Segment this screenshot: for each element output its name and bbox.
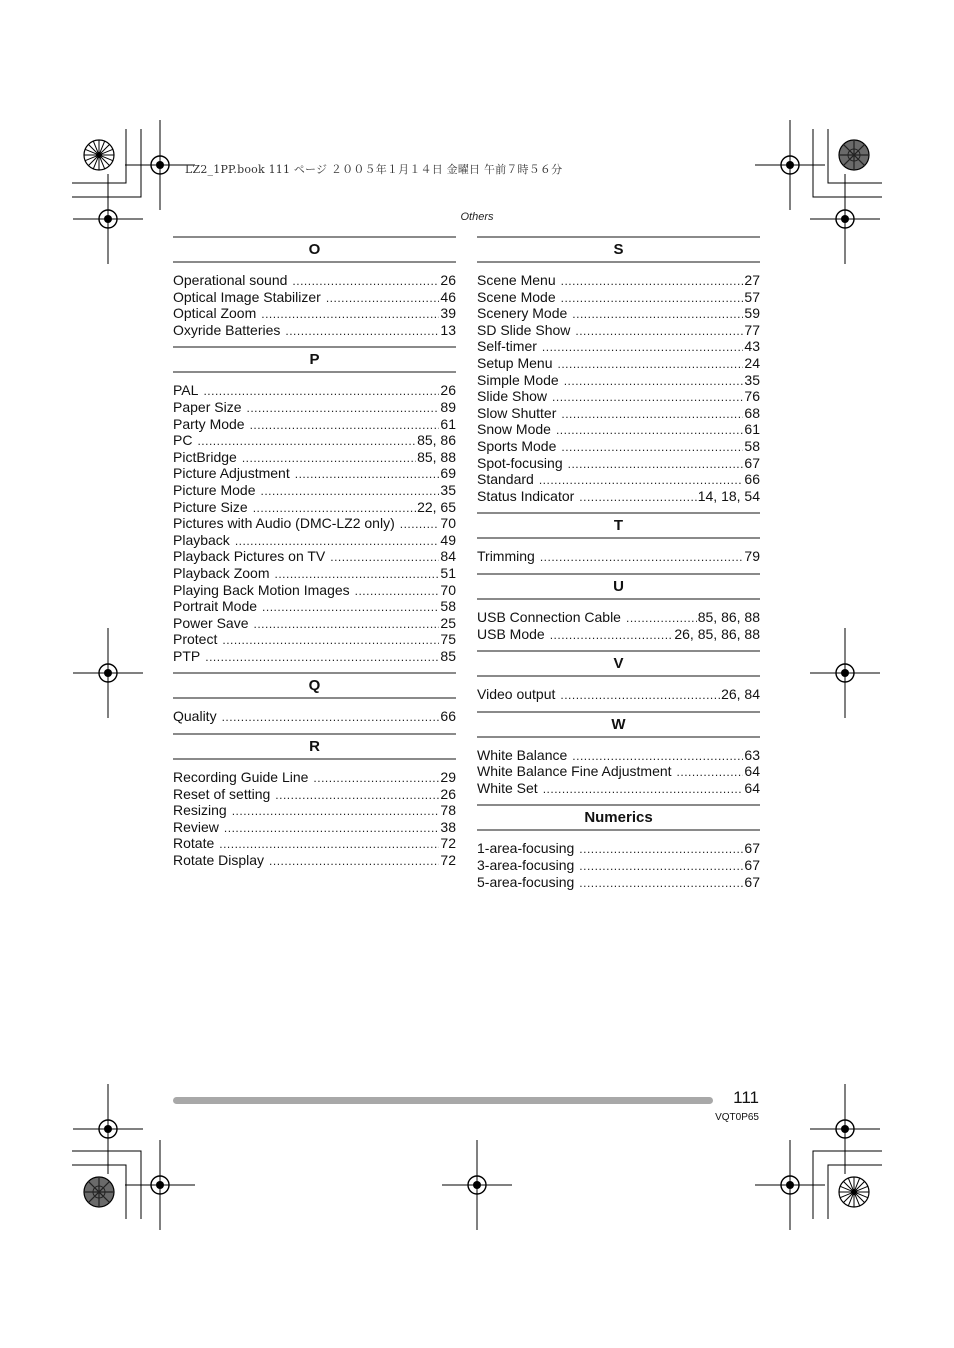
index-term: USB Mode — [477, 625, 545, 642]
index-term: Slow Shutter — [477, 404, 557, 421]
index-page-ref: 51 — [440, 564, 456, 581]
index-page-ref: 64 — [744, 779, 760, 796]
index-page-ref: 25 — [440, 614, 456, 631]
index-page-ref: 26, 85, 86, 88 — [674, 625, 760, 642]
index-entry — [173, 305, 456, 322]
index-term: SD Slide Show — [477, 321, 571, 338]
index-entry — [477, 322, 760, 339]
index-page-ref: 78 — [440, 802, 456, 819]
index-page-ref: 26 — [440, 272, 456, 288]
doc-code: VQT0P65 — [715, 1112, 759, 1123]
dot-leader — [222, 709, 440, 726]
dot-leader — [561, 290, 744, 307]
index-term: Paper Size — [173, 398, 242, 415]
index-term: Rotate Display — [173, 852, 265, 869]
dot-leader — [326, 290, 440, 307]
index-term: Status Indicator — [477, 487, 575, 504]
dot-leader — [292, 273, 439, 290]
index-entry — [477, 686, 760, 703]
index-page-ref: 67 — [744, 857, 760, 874]
dot-leader — [561, 439, 743, 456]
dot-leader — [260, 483, 439, 500]
index-page-ref: 84 — [440, 548, 456, 565]
index-page-ref: 72 — [440, 852, 456, 869]
index-group — [477, 711, 760, 797]
index-entry — [477, 372, 760, 389]
dot-leader — [253, 500, 416, 517]
dot-leader — [575, 323, 743, 340]
dot-leader — [579, 875, 743, 892]
index-term: Scene Menu — [477, 272, 556, 288]
index-entry — [173, 835, 456, 852]
dot-leader — [246, 400, 439, 417]
index-term: Rotate — [173, 835, 215, 852]
index-entry — [173, 786, 456, 803]
index-entry — [477, 626, 760, 643]
index-page-ref: 58 — [744, 437, 760, 454]
index-page-ref: 70 — [440, 515, 456, 532]
index-term: PTP — [173, 647, 201, 664]
index-page-ref: 26, 84 — [721, 686, 760, 703]
index-term: Protect — [173, 631, 218, 648]
index-term: 3-area-focusing — [477, 857, 575, 874]
dot-leader — [203, 383, 439, 400]
index-page-ref: 69 — [440, 465, 456, 482]
dot-leader — [242, 450, 416, 467]
index-term: Scene Mode — [477, 288, 556, 305]
dot-leader — [550, 627, 674, 644]
index-group — [477, 650, 760, 703]
index-term: Picture Adjustment — [173, 465, 290, 482]
index-page-ref: 85, 86, 88 — [697, 608, 760, 625]
dot-leader — [253, 616, 439, 633]
dot-leader — [313, 770, 439, 787]
index-page-ref: 63 — [744, 746, 760, 763]
index-page-ref: 26 — [440, 382, 456, 399]
index-page-ref: 85, 86 — [417, 432, 456, 449]
dot-leader — [579, 841, 743, 858]
index-entry — [173, 548, 456, 565]
index-entry — [477, 840, 760, 857]
index-entry — [173, 449, 456, 466]
index-page-ref: 35 — [744, 371, 760, 388]
dot-leader — [568, 456, 744, 473]
index-term: Sports Mode — [477, 437, 557, 454]
index-entry — [173, 648, 456, 665]
index-entry — [477, 471, 760, 488]
index-page-ref: 68 — [744, 404, 760, 421]
index-term: Self-timer — [477, 338, 537, 355]
index-letter-heading: O — [173, 236, 456, 263]
dot-leader — [250, 417, 440, 434]
index-group — [477, 512, 760, 565]
index-term: Playback Pictures on TV — [173, 548, 326, 565]
dot-leader — [561, 406, 743, 423]
index-term: Review — [173, 818, 219, 835]
dot-leader — [572, 306, 743, 323]
index-page-ref: 66 — [744, 471, 760, 488]
index-page-ref: 79 — [744, 548, 760, 565]
index-letter-heading: V — [477, 650, 760, 677]
index-entry — [477, 289, 760, 306]
dot-leader — [224, 820, 440, 837]
index-page-ref: 61 — [744, 421, 760, 438]
index-page-ref: 67 — [744, 873, 760, 890]
index-page-ref: 29 — [440, 769, 456, 786]
index-entry — [477, 388, 760, 405]
index-entry — [173, 322, 456, 339]
dot-leader — [579, 489, 696, 506]
index-entry — [477, 421, 760, 438]
index-page-ref: 70 — [440, 581, 456, 598]
index-page-ref: 13 — [440, 321, 456, 338]
dot-leader — [262, 599, 439, 616]
index-entry — [477, 548, 760, 565]
index-term: PC — [173, 432, 193, 449]
index-term: USB Connection Cable — [477, 608, 621, 625]
index-term: Optical Image Stabilizer — [173, 288, 321, 305]
dot-leader — [274, 566, 439, 583]
index-page-ref: 49 — [440, 531, 456, 548]
index-term: Portrait Mode — [173, 598, 258, 615]
index-letter-heading: Q — [173, 672, 456, 699]
index-page-ref: 57 — [744, 288, 760, 305]
dot-leader — [235, 533, 440, 550]
dot-leader — [219, 836, 439, 853]
index-term: Picture Mode — [173, 481, 256, 498]
index-page-ref: 59 — [744, 305, 760, 322]
index-page-ref: 67 — [744, 840, 760, 857]
index-term: Operational sound — [173, 272, 288, 288]
dot-leader — [542, 339, 744, 356]
index-entry — [477, 874, 760, 891]
dot-leader — [552, 389, 743, 406]
index-entry — [173, 416, 456, 433]
index-entry — [477, 272, 760, 289]
dot-leader — [205, 649, 439, 666]
index-entry — [173, 272, 456, 289]
index-term: Spot-focusing — [477, 454, 563, 471]
dot-leader — [560, 687, 720, 704]
index-term: Playback Zoom — [173, 564, 270, 581]
dot-leader — [330, 549, 439, 566]
dot-leader — [572, 748, 743, 765]
index-term: White Set — [477, 779, 538, 796]
index-group — [173, 672, 456, 725]
index-page-ref: 72 — [440, 835, 456, 852]
dot-leader — [677, 764, 744, 781]
index-column-right — [477, 236, 760, 898]
index-entry — [173, 615, 456, 632]
index-entry — [173, 532, 456, 549]
index-term: White Balance — [477, 746, 568, 763]
index-entry — [173, 708, 456, 725]
index-entry — [477, 338, 760, 355]
index-term: White Balance Fine Adjustment — [477, 763, 672, 780]
dot-leader — [539, 472, 744, 489]
index-entry — [477, 747, 760, 764]
index-entry — [173, 769, 456, 786]
index-page-ref: 26 — [440, 785, 456, 802]
print-header: LZ2_1PP.book 111 ページ ２００５年１月１４日 金曜日 午前７時５６分 — [185, 163, 563, 176]
index-entry — [173, 631, 456, 648]
index-term: Reset of setting — [173, 785, 271, 802]
index-entry — [477, 405, 760, 422]
dot-leader — [543, 781, 744, 798]
index-entry — [173, 399, 456, 416]
index-page-ref: 35 — [440, 481, 456, 498]
index-letter-heading: T — [477, 512, 760, 539]
dot-leader — [261, 306, 439, 323]
index-page-ref: 22, 65 — [417, 498, 456, 515]
index-entry — [173, 482, 456, 499]
section-title: Others — [460, 211, 494, 223]
dot-leader — [556, 422, 743, 439]
index-column-left — [173, 236, 456, 877]
index-term: Playing Back Motion Images — [173, 581, 350, 598]
dot-leader — [295, 466, 440, 483]
dot-leader — [285, 323, 439, 340]
dot-leader — [626, 610, 697, 627]
index-page-ref: 27 — [744, 272, 760, 288]
index-entry — [173, 432, 456, 449]
index-page-ref: 38 — [440, 818, 456, 835]
index-term: Trimming — [477, 548, 535, 565]
index-term: Standard — [477, 471, 534, 488]
index-page-ref: 89 — [440, 398, 456, 415]
index-page-ref: 61 — [440, 415, 456, 432]
dot-leader — [197, 433, 416, 450]
index-entry — [173, 465, 456, 482]
index-letter-heading: S — [477, 236, 760, 263]
dot-leader — [222, 632, 439, 649]
index-page-ref: 14, 18, 54 — [697, 487, 760, 504]
index-entry — [173, 819, 456, 836]
index-term: Video output — [477, 686, 556, 703]
index-term: Oxyride Batteries — [173, 321, 281, 338]
index-entry — [477, 488, 760, 505]
index-group — [477, 804, 760, 890]
index-entry — [477, 355, 760, 372]
index-page-ref: 85, 88 — [417, 448, 456, 465]
dot-leader — [400, 516, 440, 533]
index-group — [477, 236, 760, 504]
index-term: Simple Mode — [477, 371, 559, 388]
footer-bar — [173, 1097, 713, 1104]
index-page-ref: 66 — [440, 708, 456, 725]
index-entry — [477, 780, 760, 797]
index-term: 1-area-focusing — [477, 840, 575, 857]
index-term: Recording Guide Line — [173, 769, 309, 786]
index-entry — [173, 289, 456, 306]
index-term: Setup Menu — [477, 354, 553, 371]
index-letter-heading: P — [173, 346, 456, 373]
dot-leader — [540, 549, 744, 566]
index-term: Optical Zoom — [173, 305, 257, 322]
index-term: 5-area-focusing — [477, 873, 575, 890]
index-term: Playback — [173, 531, 230, 548]
index-entry — [173, 802, 456, 819]
index-entry — [477, 305, 760, 322]
index-letter-heading: W — [477, 711, 760, 738]
index-page-ref: 85 — [440, 647, 456, 664]
index-entry — [477, 763, 760, 780]
index-entry — [477, 438, 760, 455]
index-entry — [173, 515, 456, 532]
index-group — [477, 573, 760, 642]
index-letter-heading: U — [477, 573, 760, 600]
index-page-ref: 75 — [440, 631, 456, 648]
index-entry — [477, 455, 760, 472]
index-term: Snow Mode — [477, 421, 551, 438]
dot-leader — [355, 583, 440, 600]
index-entry — [477, 609, 760, 626]
index-page-ref: 46 — [440, 288, 456, 305]
dot-leader — [561, 273, 744, 290]
index-group — [173, 733, 456, 869]
dot-leader — [232, 803, 440, 820]
index-term: Resizing — [173, 802, 227, 819]
index-group — [173, 346, 456, 664]
index-group — [173, 236, 456, 338]
index-page-ref: 77 — [744, 321, 760, 338]
dot-leader — [564, 373, 744, 390]
index-page-ref: 58 — [440, 598, 456, 615]
index-letter-heading: R — [173, 733, 456, 760]
dot-leader — [269, 853, 439, 870]
index-term: Quality — [173, 708, 217, 725]
index-term: Party Mode — [173, 415, 245, 432]
index-entry — [173, 852, 456, 869]
index-term: Scenery Mode — [477, 305, 568, 322]
index-page-ref: 76 — [744, 388, 760, 405]
index-page-ref: 43 — [744, 338, 760, 355]
index-term: Slide Show — [477, 388, 548, 405]
index-page-ref: 39 — [440, 305, 456, 322]
index-entry — [173, 582, 456, 599]
index-entry — [173, 499, 456, 516]
index-entry — [477, 857, 760, 874]
index-term: Power Save — [173, 614, 249, 631]
index-entry — [173, 598, 456, 615]
page-number: 111 — [733, 1088, 759, 1107]
index-term: Pictures with Audio (DMC-LZ2 only) — [173, 515, 395, 532]
index-term: Picture Size — [173, 498, 248, 515]
index-page-ref: 64 — [744, 763, 760, 780]
index-entry — [173, 565, 456, 582]
dot-leader — [275, 787, 439, 804]
index-term: PictBridge — [173, 448, 237, 465]
index-page-ref: 24 — [744, 354, 760, 371]
dot-leader — [579, 858, 743, 875]
index-term: PAL — [173, 382, 199, 399]
index-letter-heading: Numerics — [477, 804, 760, 831]
dot-leader — [558, 356, 744, 373]
index-entry — [173, 382, 456, 399]
index-page-ref: 67 — [744, 454, 760, 471]
